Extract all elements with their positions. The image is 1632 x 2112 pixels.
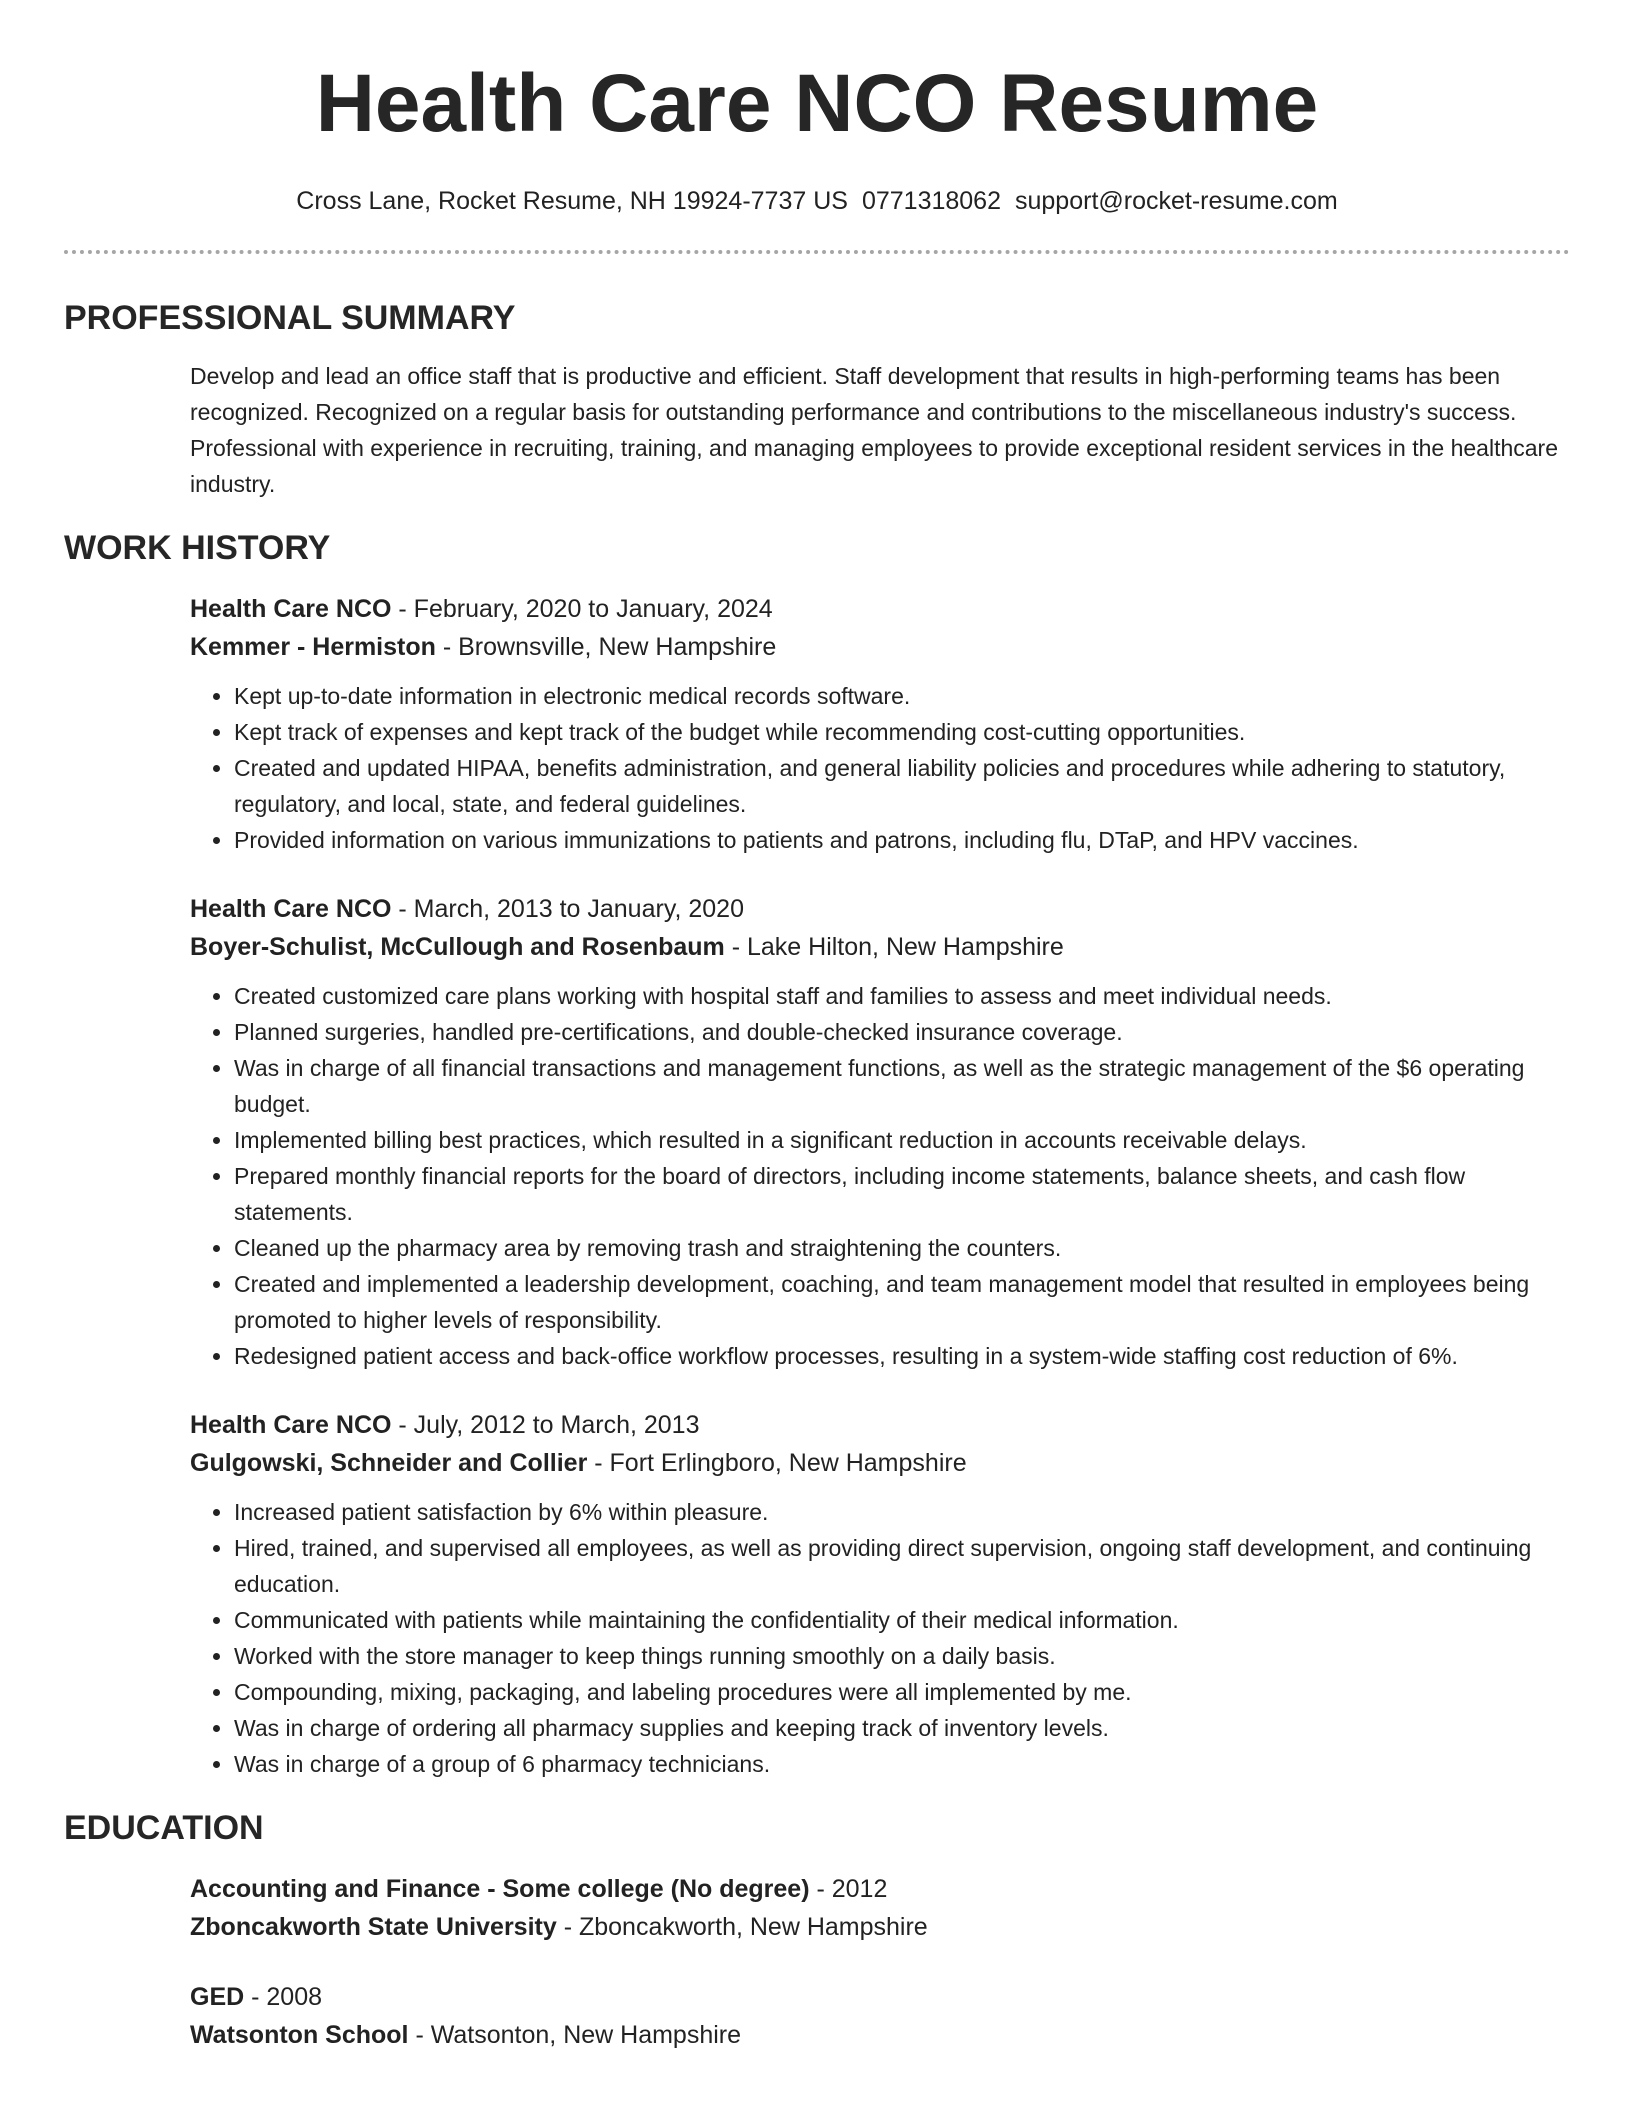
summary-text: Develop and lead an office staff that is productive and efficient. Staff development that results in high-performing teams has been recognized. Recognized on a regular basis for outstanding performance and contributions to the miscellaneous industry's success. Professional with experience in recruiting, training, and managing employees to provide exceptional resident services in the healthcare industry.	[190, 363, 1558, 497]
job-title: Health Care NCO	[190, 595, 392, 623]
work-history-section	[64, 528, 1570, 1782]
education-degree: Accounting and Finance - Some college (No degree)	[190, 1875, 810, 1903]
list-item: • Hired, trained, and supervised all employees, as well as providing direct supervision, ongoing staff development, and continuing education.	[234, 1530, 1570, 1602]
list-item: • Created and updated HIPAA, benefits administration, and general liability policies and procedures while adhering to statutory, regulatory, and local, state, and federal guidelines.	[234, 750, 1570, 822]
list-item: • Was in charge of ordering all pharmacy supplies and keeping track of inventory levels.	[234, 1710, 1570, 1746]
list-item: • Planned surgeries, handled pre-certifications, and double-checked insurance coverage.	[234, 1014, 1570, 1050]
job-dates: - February, 2020 to January, 2024	[391, 595, 773, 623]
job-location: - Fort Erlingboro, New Hampshire	[587, 1449, 967, 1477]
education-degree-line	[190, 1978, 1570, 2016]
list-item: • Implemented billing best practices, which resulted in a significant reduction in accounts receivable delays.	[234, 1122, 1570, 1158]
job-bullets	[190, 678, 1570, 858]
work-history-heading: WORK HISTORY	[64, 529, 331, 567]
job-company: Boyer-Schulist, McCullough and Rosenbaum	[190, 933, 725, 961]
job-dates: - July, 2012 to March, 2013	[391, 1411, 700, 1439]
education-school-line	[190, 1908, 1570, 1946]
education-year: - 2008	[244, 1983, 323, 2011]
education-section	[64, 1808, 1570, 2054]
job-dates: - March, 2013 to January, 2020	[391, 895, 744, 923]
job-company-line	[190, 1444, 1570, 1482]
summary-heading: PROFESSIONAL SUMMARY	[64, 299, 516, 337]
list-item: • Increased patient satisfaction by 6% within pleasure.	[234, 1494, 1570, 1530]
resume-page	[64, 0, 1570, 2054]
job-location: - Lake Hilton, New Hampshire	[724, 933, 1064, 961]
education-entry	[190, 1870, 1570, 1946]
contact-email: support@rocket-resume.com	[1015, 187, 1338, 215]
education-year: - 2012	[809, 1875, 888, 1903]
list-item: • Redesigned patient access and back-office workflow processes, resulting in a system-wide staffing cost reduction of 6%.	[234, 1338, 1570, 1374]
summary-section	[64, 298, 1570, 502]
list-item: • Created and implemented a leadership development, coaching, and team management model that resulted in employees being promoted to higher levels of responsibility.	[234, 1266, 1570, 1338]
list-item: • Kept track of expenses and kept track of the budget while recommending cost-cutting opportunities.	[234, 714, 1570, 750]
education-degree: GED	[190, 1983, 245, 2011]
job-company-line	[190, 928, 1570, 966]
job-title-line	[190, 890, 1570, 928]
education-entry	[190, 1978, 1570, 2054]
list-item: • Provided information on various immunizations to patients and patrons, including flu, DTaP, and HPV vaccines.	[234, 822, 1570, 858]
job-bullets	[190, 1494, 1570, 1782]
list-item: • Cleaned up the pharmacy area by removing trash and straightening the counters.	[234, 1230, 1570, 1266]
job-location: - Brownsville, New Hampshire	[435, 633, 777, 661]
job-company-line	[190, 628, 1570, 666]
job-entry	[190, 1406, 1570, 1782]
contact-line	[64, 186, 1570, 216]
job-title: Health Care NCO	[190, 1411, 392, 1439]
education-location: - Watsonton, New Hampshire	[408, 2021, 742, 2049]
list-item: • Created customized care plans working with hospital staff and families to assess and meet individual needs.	[234, 978, 1570, 1014]
list-item: • Was in charge of a group of 6 pharmacy technicians.	[234, 1746, 1570, 1782]
list-item: • Worked with the store manager to keep things running smoothly on a daily basis.	[234, 1638, 1570, 1674]
job-title: Health Care NCO	[190, 895, 392, 923]
job-company: Kemmer - Hermiston	[190, 633, 436, 661]
education-heading: EDUCATION	[64, 1809, 264, 1847]
job-bullets	[190, 978, 1570, 1374]
list-item: • Was in charge of all financial transactions and management functions, as well as the strategic management of the $6 operating budget.	[234, 1050, 1570, 1122]
education-location: - Zboncakworth, New Hampshire	[556, 1913, 928, 1941]
education-school: Watsonton School	[190, 2021, 409, 2049]
list-item: • Compounding, mixing, packaging, and labeling procedures were all implemented by me.	[234, 1674, 1570, 1710]
job-entry	[190, 890, 1570, 1374]
job-title-line	[190, 1406, 1570, 1444]
list-item: • Communicated with patients while maintaining the confidentiality of their medical information.	[234, 1602, 1570, 1638]
education-school-line	[190, 2016, 1570, 2054]
list-item: • Prepared monthly financial reports for the board of directors, including income statements, balance sheets, and cash flow statements.	[234, 1158, 1570, 1230]
job-entry	[190, 590, 1570, 858]
contact-address: Cross Lane, Rocket Resume, NH 19924-7737 US	[296, 187, 848, 215]
education-degree-line	[190, 1870, 1570, 1908]
contact-phone: 0771318062	[861, 187, 1001, 215]
education-school: Zboncakworth State University	[190, 1913, 557, 1941]
list-item: • Kept up-to-date information in electronic medical records software.	[234, 678, 1570, 714]
job-title-line	[190, 590, 1570, 628]
page-title: Health Care NCO Resume	[315, 58, 1319, 149]
header-divider	[64, 250, 1570, 254]
job-company: Gulgowski, Schneider and Collier	[190, 1449, 588, 1477]
